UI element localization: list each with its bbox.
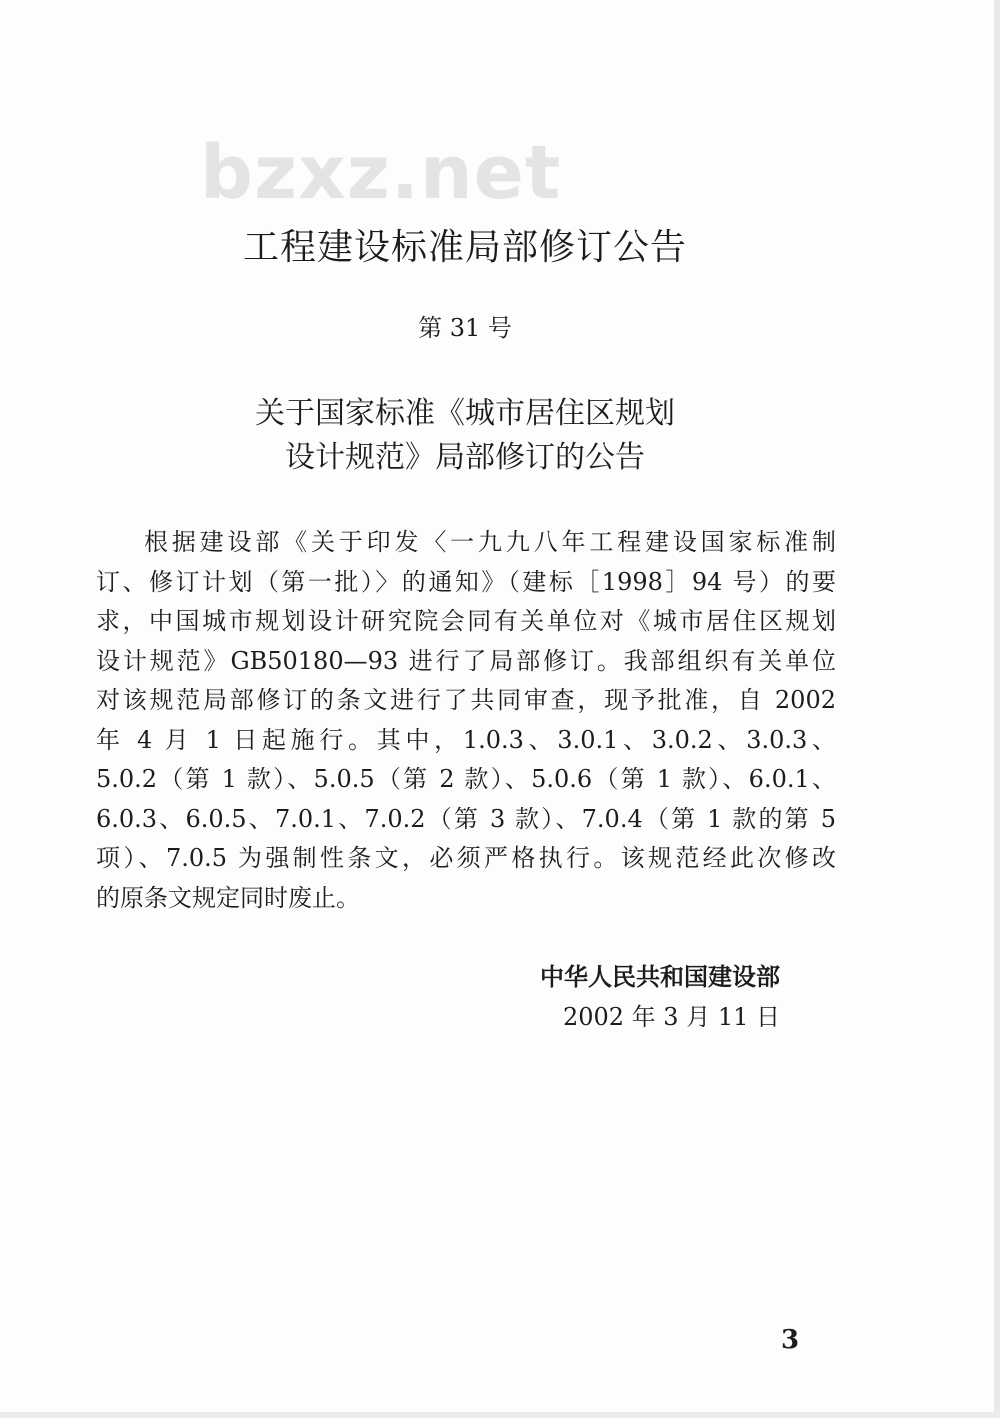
body-line-7: 5.0.2（第 1 款）、5.0.5（第 2 款）、5.0.6（第 1 款）、6.0.1、 xyxy=(96,765,836,793)
subtitle-line-2: 设计规范》局部修订的公告 xyxy=(285,440,645,475)
body-line-9: 项）、7.0.5 为强制性条文，必须严格执行。该规范经此次修改 xyxy=(96,844,836,872)
body-line-2: 订、修订计划（第一批）〉的通知》（建标［1998］94 号）的要 xyxy=(96,567,836,596)
issuer-signature: 中华人民共和国建设部 xyxy=(540,963,780,991)
body-line-1: 根据建设部《关于印发〈一九九八年工程建设国家标准制 xyxy=(144,528,836,556)
page-edge-bottom xyxy=(0,1412,1000,1418)
body-line-8: 6.0.3、6.0.5、7.0.1、7.0.2（第 3 款）、7.0.4（第 1 款的第 5 xyxy=(96,804,836,833)
watermark: bzxz.net xyxy=(200,130,562,216)
body-line-4: 设计规范》GB50180—93 进行了局部修订。我部组织有关单位 xyxy=(96,646,836,675)
announcement-subtitle xyxy=(0,392,930,480)
announcement-body xyxy=(96,523,836,918)
body-line-5: 对该规范局部修订的条文进行了共同审查，现予批准，自 2002 xyxy=(96,686,836,714)
issue-date: 2002 年 3 月 11 日 xyxy=(562,1003,780,1031)
body-line-3: 求，中国城市规划设计研究院会同有关单位对《城市居住区规划 xyxy=(96,607,836,635)
page-number: 3 xyxy=(780,1325,800,1355)
page-edge-right xyxy=(994,0,1000,1418)
page-title: 工程建设标准局部修订公告 xyxy=(242,227,687,268)
body-line-6: 年 4 月 1 日起施行。其中，1.0.3、3.0.1、3.0.2、3.0.3、 xyxy=(96,725,836,754)
body-line-10: 的原条文规定同时废止。 xyxy=(96,883,360,912)
subtitle-line-1: 关于国家标准《城市居住区规划 xyxy=(255,396,675,431)
document-number: 第 31 号 xyxy=(418,314,512,342)
